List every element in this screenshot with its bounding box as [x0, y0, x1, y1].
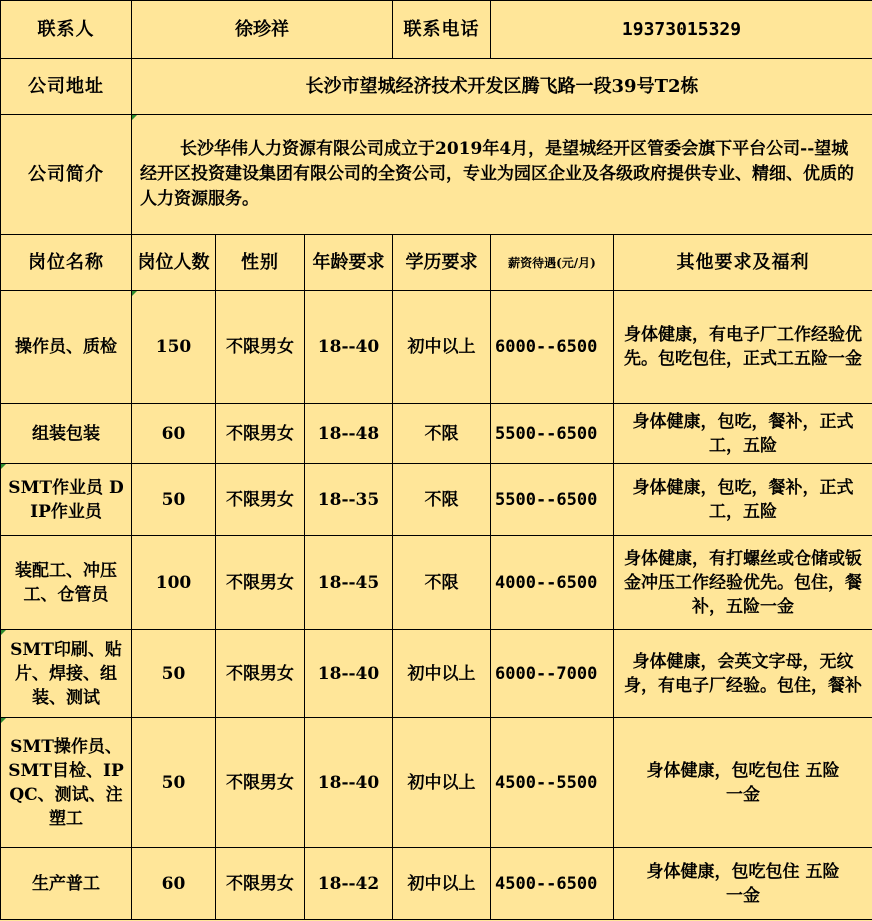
job-gender: 不限男女 — [216, 464, 305, 536]
job-position: SMT操作员、SMT目检、IPQC、测试、注塑工 — [1, 718, 132, 848]
address-row — [1, 59, 872, 115]
job-gender: 不限男女 — [216, 718, 305, 848]
contact-row — [1, 1, 872, 59]
job-salary: 6000--7000 — [491, 630, 614, 718]
header-gender: 性别 — [216, 235, 305, 291]
header-row — [1, 235, 872, 291]
contact-phone-value: 19373015329 — [491, 1, 872, 59]
header-count: 岗位人数 — [132, 235, 216, 291]
job-salary: 6000--6500 — [491, 291, 614, 404]
job-benefits: 身体健康，有电子厂工作经验优先。包吃包住，正式工五险一金 — [614, 291, 872, 404]
job-gender: 不限男女 — [216, 404, 305, 464]
job-position: 组装包装 — [1, 404, 132, 464]
job-position: SMT印刷、贴片、焊接、组装、测试 — [1, 630, 132, 718]
job-count: 50 — [132, 464, 216, 536]
header-age: 年龄要求 — [305, 235, 393, 291]
job-benefits: 身体健康，包吃，餐补，正式工，五险 — [614, 464, 872, 536]
job-count: 60 — [132, 404, 216, 464]
job-count: 150 — [132, 291, 216, 404]
job-gender: 不限男女 — [216, 536, 305, 630]
job-age: 18--40 — [305, 630, 393, 718]
job-position: SMT作业员 DIP作业员 — [1, 464, 132, 536]
intro-text — [132, 115, 872, 235]
table-row — [1, 291, 872, 404]
header-position: 岗位名称 — [1, 235, 132, 291]
job-education: 不限 — [393, 536, 491, 630]
job-position: 装配工、冲压工、仓管员 — [1, 536, 132, 630]
job-gender: 不限男女 — [216, 848, 305, 920]
job-age: 18--40 — [305, 291, 393, 404]
job-age: 18--48 — [305, 404, 393, 464]
job-salary: 4500--6500 — [491, 848, 614, 920]
header-education: 学历要求 — [393, 235, 491, 291]
job-salary: 5500--6500 — [491, 464, 614, 536]
job-count: 50 — [132, 630, 216, 718]
job-salary: 4500--5500 — [491, 718, 614, 848]
job-education: 初中以上 — [393, 848, 491, 920]
table-row — [1, 536, 872, 630]
job-position: 生产普工 — [1, 848, 132, 920]
address-label: 公司地址 — [1, 59, 132, 115]
intro-label: 公司简介 — [1, 115, 132, 235]
header-benefits: 其他要求及福利 — [614, 235, 872, 291]
job-age: 18--40 — [305, 718, 393, 848]
job-count: 50 — [132, 718, 216, 848]
contact-person-label: 联系人 — [1, 1, 132, 59]
table-row — [1, 630, 872, 718]
job-salary: 4000--6500 — [491, 536, 614, 630]
job-gender: 不限男女 — [216, 630, 305, 718]
job-count: 60 — [132, 848, 216, 920]
intro-value: 长沙华伟人力资源有限公司成立于2019年4月，是望城经开区管委会旗下平台公司--望城经开区投资建设集团有限公司的全资公司，专业为园区企业及各级政府提供专业、精细、优质的人力资源服务。 — [140, 139, 854, 209]
address-value: 长沙市望城经济技术开发区腾飞路一段39号T2栋 — [132, 59, 872, 115]
job-benefits: 身体健康，包吃，餐补，正式工，五险 — [614, 404, 872, 464]
table-row — [1, 718, 872, 848]
job-age: 18--42 — [305, 848, 393, 920]
job-position: 操作员、质检 — [1, 291, 132, 404]
table-row — [1, 848, 872, 920]
job-age: 18--35 — [305, 464, 393, 536]
job-salary: 5500--6500 — [491, 404, 614, 464]
contact-phone-label: 联系电话 — [393, 1, 491, 59]
job-education: 不限 — [393, 464, 491, 536]
contact-person-value: 徐珍祥 — [132, 1, 393, 59]
table-row — [1, 404, 872, 464]
job-gender: 不限男女 — [216, 291, 305, 404]
job-benefits: 身体健康，有打螺丝或仓储或钣金冲压工作经验优先。包住，餐补，五险一金 — [614, 536, 872, 630]
job-benefits: 身体健康，包吃包住 五险一金 — [614, 718, 872, 848]
job-education: 初中以上 — [393, 291, 491, 404]
job-education: 初中以上 — [393, 630, 491, 718]
job-education: 初中以上 — [393, 718, 491, 848]
job-count: 100 — [132, 536, 216, 630]
job-education: 不限 — [393, 404, 491, 464]
header-salary: 薪资待遇(元/月) — [491, 235, 614, 291]
intro-row — [1, 115, 872, 235]
job-benefits: 身体健康，会英文字母，无纹身，有电子厂经验。包住，餐补 — [614, 630, 872, 718]
job-age: 18--45 — [305, 536, 393, 630]
job-benefits: 身体健康，包吃包住 五险一金 — [614, 848, 872, 920]
table-row — [1, 464, 872, 536]
